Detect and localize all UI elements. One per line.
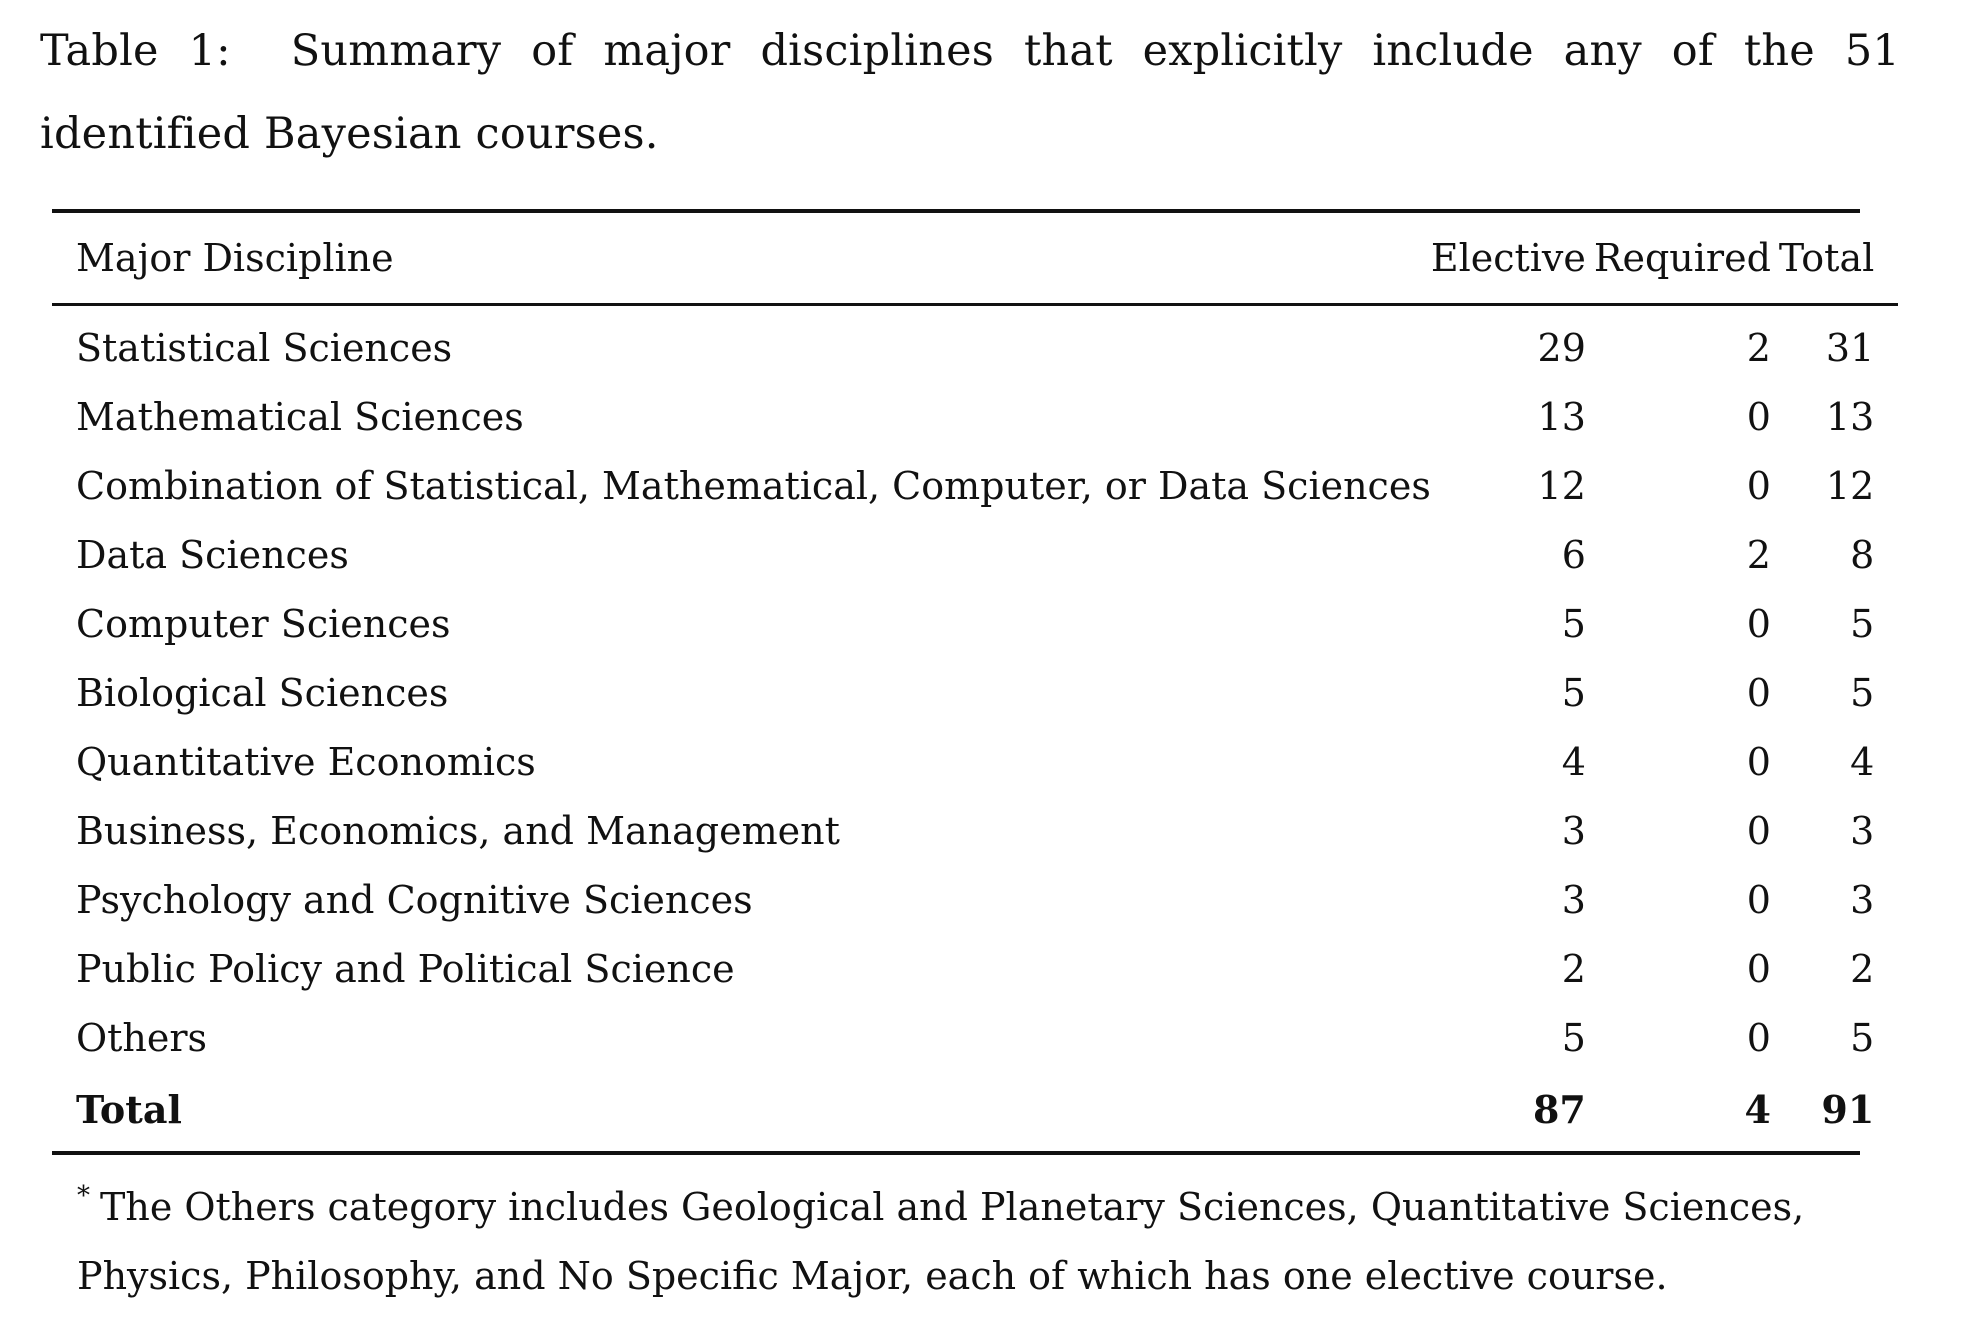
header-elective: Elective [1430,236,1586,280]
total-total: 91 [1821,1087,1875,1132]
table-row [52,659,1898,728]
cell-elective: 2 [1561,947,1586,991]
cell-total: 12 [1825,464,1875,508]
cell-required: 0 [1746,395,1771,439]
table-row [52,306,1898,383]
table-row [52,1004,1898,1073]
header-row [52,213,1898,303]
table-caption [40,10,1900,176]
cell-elective: 29 [1537,326,1586,370]
table-row [52,866,1898,935]
table-row [52,797,1898,866]
table-row [52,935,1898,1004]
table-row [52,383,1898,452]
cell-required: 2 [1746,533,1771,577]
cell-required: 0 [1746,602,1771,646]
footnote-text: The Others category includes Geological and Planetary Sciences, Quantitative Sciences, Physics, Philosophy, and No Specific Major, each of which has one elective course. [77,1185,1805,1298]
cell-required: 2 [1746,326,1771,370]
cell-total: 5 [1850,602,1875,646]
total-label: Total [76,1087,182,1132]
cell-total: 5 [1850,671,1875,715]
cell-total: 4 [1850,740,1875,784]
total-required: 4 [1744,1087,1771,1132]
bottom-rule [52,1151,1860,1155]
cell-elective: 5 [1561,1016,1586,1060]
cell-discipline: Others [76,1016,208,1060]
disciplines-table [52,209,1875,1155]
cell-discipline: Computer Sciences [76,602,451,646]
cell-elective: 13 [1537,395,1586,439]
footnote-mark: * [77,1181,90,1211]
cell-total: 3 [1850,878,1875,922]
table-grid [52,213,1898,1151]
cell-required: 0 [1746,464,1771,508]
caption-text: Summary of major disciplines that explicitly include any of the 51 identified Bayesian courses. [40,26,1900,159]
cell-total: 8 [1850,533,1875,577]
cell-discipline: Biological Sciences [76,671,449,715]
table-row [52,728,1898,797]
header-total: Total [1778,236,1875,280]
cell-elective: 5 [1561,671,1586,715]
cell-elective: 5 [1561,602,1586,646]
cell-elective: 6 [1561,533,1586,577]
cell-elective: 4 [1561,740,1586,784]
table-row [52,590,1898,659]
header-discipline: Major Discipline [76,236,394,280]
table-row [52,521,1898,590]
cell-discipline: Combination of Statistical, Mathematical, Computer, or Data Sciences [76,464,1431,508]
cell-discipline: Psychology and Cognitive Sciences [76,878,753,922]
cell-elective: 12 [1537,464,1586,508]
table-footnote [77,1162,1857,1311]
cell-discipline: Business, Economics, and Management [76,809,840,853]
total-row [52,1073,1898,1151]
cell-required: 0 [1746,740,1771,784]
cell-total: 2 [1850,947,1875,991]
cell-discipline: Mathematical Sciences [76,395,524,439]
cell-discipline: Public Policy and Political Science [76,947,735,991]
cell-elective: 3 [1561,809,1586,853]
cell-elective: 3 [1561,878,1586,922]
cell-total: 5 [1850,1016,1875,1060]
caption-label: Table 1: [40,26,231,76]
cell-required: 0 [1746,1016,1771,1060]
cell-discipline: Quantitative Economics [76,740,536,784]
total-elective: 87 [1532,1087,1586,1132]
cell-total: 31 [1825,326,1875,370]
cell-discipline: Data Sciences [76,533,349,577]
cell-total: 13 [1825,395,1875,439]
cell-required: 0 [1746,671,1771,715]
cell-required: 0 [1746,947,1771,991]
table-row [52,452,1898,521]
header-required: Required [1593,236,1771,280]
cell-total: 3 [1850,809,1875,853]
cell-required: 0 [1746,878,1771,922]
cell-discipline: Statistical Sciences [76,326,453,370]
cell-required: 0 [1746,809,1771,853]
